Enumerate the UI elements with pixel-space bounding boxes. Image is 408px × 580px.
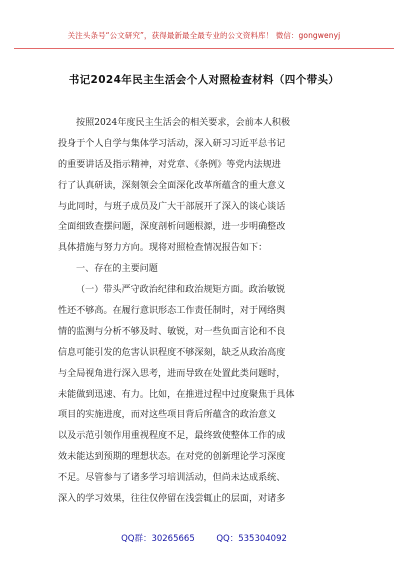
body-line: 不足。尽管参与了诸多学习培训活动，但尚未达成系统、 xyxy=(58,473,286,484)
document-body xyxy=(58,113,354,510)
header-banner xyxy=(14,22,394,49)
body-line: 一、存在的主要问题 xyxy=(76,264,158,275)
body-line: 行了认真研读，深刻领会全面深化改革所蕴含的重大意义 xyxy=(58,180,286,191)
body-line: 未能做到迅速、有力。比如，在推进过程中过度聚焦于具体 xyxy=(58,389,295,400)
body-line: 与此同时，与班子成员及广大干部展开了深入的谈心谈话 xyxy=(58,201,286,212)
body-line: 全面细致查摆问题，深度剖析问题根源，进一步明确整改 xyxy=(58,222,286,233)
footer-contacts: QQ群：30265665 QQ：535304092 xyxy=(121,534,287,544)
body-line: 项目的实施进度，而对这些项目背后所蕴含的政治意义 xyxy=(58,410,277,421)
body-line: （一）带头严守政治纪律和政治规矩方面。政治敏锐 xyxy=(76,285,286,296)
document-title: 书记2024年民主生活会个人对照检查材料（四个带头） xyxy=(68,74,340,86)
body-line: 具体措施与努力方向。现将对照检查情况报告如下： xyxy=(58,243,268,254)
body-line: 以及示范引领作用重视程度不足，最终致使整体工作的成 xyxy=(58,431,286,442)
body-line: 投身于个人自学与集体学习活动，深入研习习近平总书记 xyxy=(58,138,286,149)
body-line: 的重要讲话及指示精神，对党章、《条例》等党内法规进 xyxy=(58,159,281,170)
body-line: 性还不够高。在履行意识形态工作责任制时，对于网络舆 xyxy=(58,306,286,317)
body-line: 情的监测与分析不够及时、敏锐，对一些负面言论和不良 xyxy=(58,326,286,337)
body-line: 深入的学习效果，往往仅停留在浅尝辄止的层面，对诸多 xyxy=(58,494,286,505)
body-line: 与全局视角进行深入思考，进而导致在处置此类问题时， xyxy=(58,368,286,379)
body-line: 效未能达到预期的理想状态。在对党的创新理论学习深度 xyxy=(58,452,286,463)
body-line: 按照2024年度民主生活会的相关要求，会前本人积极 xyxy=(76,118,291,128)
body-line: 信息可能引发的危害认识程度不够深刻，缺乏从政治高度 xyxy=(58,347,286,358)
header-banner-text: 关注头条号“公文研究”，获得最新最全最专业的公文资料库！ 微信：gongwenyj xyxy=(67,31,341,40)
